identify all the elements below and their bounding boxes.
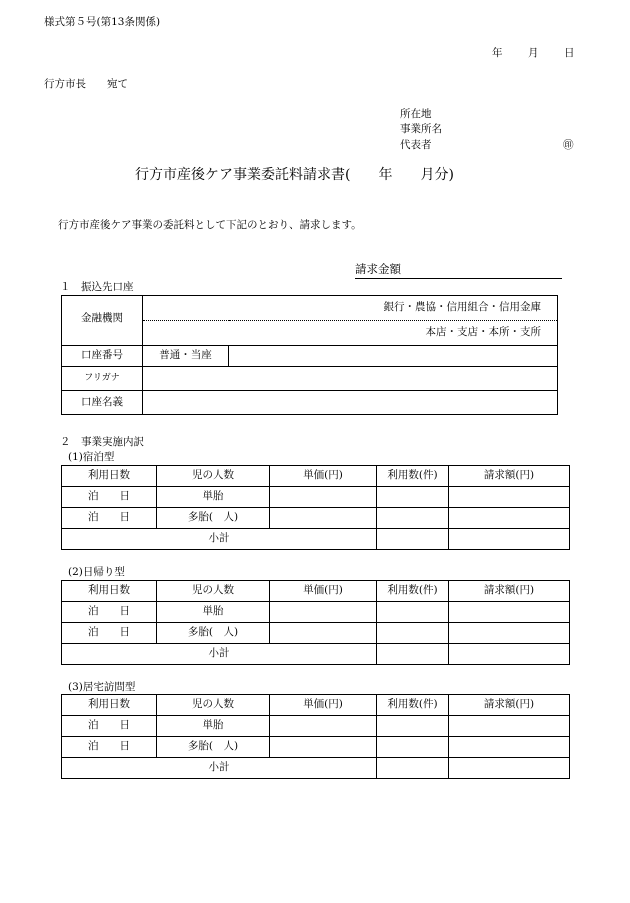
unit-price-cell[interactable] [270, 737, 377, 758]
seal-mark: ㊞ [563, 139, 574, 151]
single-birth: 単胎 [157, 602, 270, 623]
subtotal-count[interactable] [377, 529, 449, 550]
office-label: 事業所名 [400, 123, 442, 135]
header-count: 利用数(件) [377, 581, 449, 602]
branch-types-cell[interactable] [143, 321, 558, 346]
amount-label: 請求金額 [355, 262, 401, 276]
unit-price-cell[interactable] [270, 508, 377, 529]
address-label: 所在地 [400, 108, 432, 120]
multiple-birth: 多胎( 人) [157, 737, 270, 758]
furigana-label: フリガナ [84, 372, 120, 383]
amount-cell[interactable] [449, 623, 570, 644]
multiple-birth: 多胎( 人) [157, 508, 270, 529]
bank-label: 金融機関 [81, 311, 123, 324]
single-birth: 単胎 [157, 716, 270, 737]
count-cell[interactable] [377, 602, 449, 623]
count-cell[interactable] [377, 716, 449, 737]
subtotal-amount[interactable] [449, 529, 570, 550]
representative-label: 代表者 [400, 139, 432, 151]
account-name-label: 口座名義 [81, 395, 123, 408]
bank-types: 銀行・農協・信用組合・信用金庫 [383, 301, 541, 314]
table1-title: (1)宿泊型 [68, 451, 115, 463]
subtotal-amount[interactable] [449, 758, 570, 779]
date-day: 日 [564, 47, 575, 59]
header-amount: 請求額(円) [449, 695, 570, 716]
amount-cell[interactable] [449, 487, 570, 508]
subtotal-label: 小計 [62, 758, 377, 779]
count-cell[interactable] [377, 508, 449, 529]
section1-heading: １ 振込先口座 [60, 281, 134, 293]
count-cell[interactable] [377, 487, 449, 508]
furigana-value[interactable] [143, 367, 558, 391]
row-days[interactable]: 泊 日 [62, 602, 157, 623]
header-unit-price: 単価(円) [270, 466, 377, 487]
subtotal-count[interactable] [377, 644, 449, 665]
page-title: 行方市産後ケア事業委託料請求書( 年 月分) [135, 167, 454, 183]
row-days[interactable]: 泊 日 [62, 508, 157, 529]
unit-price-cell[interactable] [270, 602, 377, 623]
header-count: 利用数(件) [377, 466, 449, 487]
account-number-label: 口座番号 [81, 349, 123, 362]
subtotal-count[interactable] [377, 758, 449, 779]
row-days[interactable]: 泊 日 [62, 737, 157, 758]
form-number: 様式第５号(第13条関係) [44, 16, 161, 28]
amount-cell[interactable] [449, 716, 570, 737]
date-month: 月 [528, 47, 539, 59]
header-children: 児の人数 [157, 466, 270, 487]
header-children: 児の人数 [157, 581, 270, 602]
header-amount: 請求額(円) [449, 581, 570, 602]
table3-title: (3)居宅訪問型 [68, 681, 136, 693]
intro-text: 行方市産後ケア事業の委託料として下記のとおり、請求します。 [58, 219, 362, 231]
breakdown-table-2 [61, 580, 570, 665]
unit-price-cell[interactable] [270, 487, 377, 508]
account-type-cell[interactable] [143, 346, 229, 367]
header-days: 利用日数 [62, 466, 157, 487]
count-cell[interactable] [377, 737, 449, 758]
amount-underline [355, 277, 562, 279]
header-amount: 請求額(円) [449, 466, 570, 487]
account-name-label-cell [62, 391, 143, 415]
date-year: 年 [492, 47, 503, 59]
amount-cell[interactable] [449, 737, 570, 758]
furigana-label-cell [62, 367, 143, 391]
amount-cell[interactable] [449, 602, 570, 623]
breakdown-table-3 [61, 694, 570, 779]
header-days: 利用日数 [62, 695, 157, 716]
subtotal-label: 小計 [62, 529, 377, 550]
single-birth: 単胎 [157, 487, 270, 508]
header-count: 利用数(件) [377, 695, 449, 716]
multiple-birth: 多胎( 人) [157, 623, 270, 644]
account-type: 普通・当座 [159, 349, 212, 362]
account-number-label-cell [62, 346, 143, 367]
bank-types-cell[interactable] [143, 296, 558, 321]
breakdown-table-1 [61, 465, 570, 550]
subtotal-amount[interactable] [449, 644, 570, 665]
bank-label-lower [62, 311, 143, 346]
account-number-value[interactable] [229, 346, 558, 367]
section2-heading: ２ 事業実施内訳 [60, 436, 144, 448]
count-cell[interactable] [377, 623, 449, 644]
row-days[interactable]: 泊 日 [62, 487, 157, 508]
amount-cell[interactable] [449, 508, 570, 529]
header-children: 児の人数 [157, 695, 270, 716]
unit-price-cell[interactable] [270, 623, 377, 644]
account-name-value[interactable] [143, 391, 558, 415]
table2-title: (2)日帰り型 [68, 566, 125, 578]
bank-account-table [61, 295, 558, 415]
subtotal-label: 小計 [62, 644, 377, 665]
header-unit-price: 単価(円) [270, 581, 377, 602]
row-days[interactable]: 泊 日 [62, 623, 157, 644]
branch-types: 本店・支店・本所・支所 [425, 326, 541, 339]
unit-price-cell[interactable] [270, 716, 377, 737]
row-days[interactable]: 泊 日 [62, 716, 157, 737]
header-days: 利用日数 [62, 581, 157, 602]
addressee: 行方市長 宛て [44, 78, 128, 90]
header-unit-price: 単価(円) [270, 695, 377, 716]
